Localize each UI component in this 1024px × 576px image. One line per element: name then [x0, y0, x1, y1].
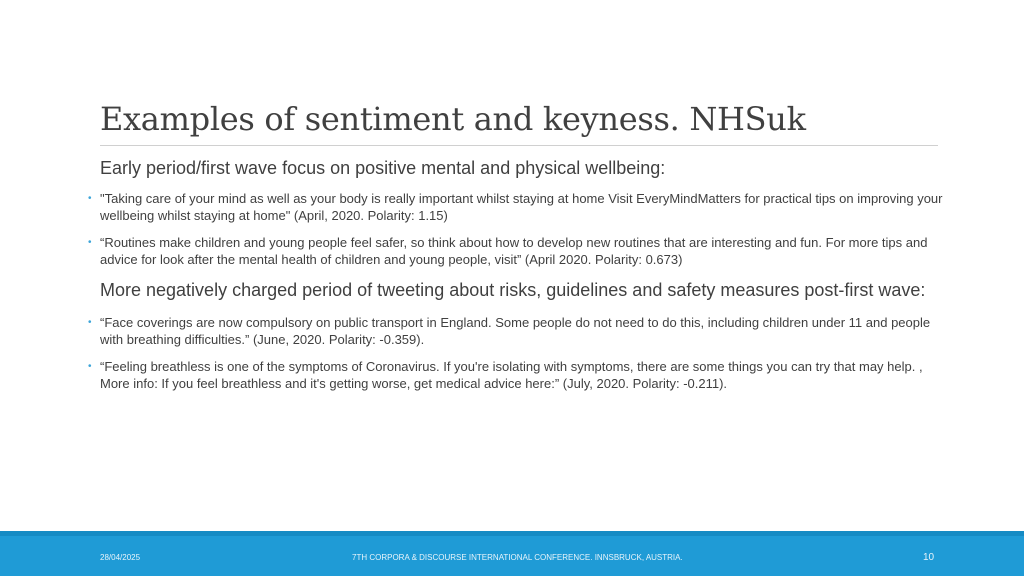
section2-heading: More negatively charged period of tweeting about risks, guidelines and safety measures post-first wave: [100, 280, 926, 300]
slide-number: 10 [923, 552, 935, 563]
slide-title: Examples of sentiment and keyness. NHSuk [100, 100, 806, 138]
section1-heading: Early period/first wave focus on positive mental and physical wellbeing: [100, 158, 666, 178]
bullet-dot-icon: • [88, 237, 92, 248]
section2-bullet-2 [86, 358, 944, 392]
footer-date: 28/04/2025 [100, 553, 141, 562]
section2-bullet-1 [86, 314, 944, 348]
bullet-dot-icon: • [88, 361, 92, 372]
footer-band-edge [0, 531, 1024, 536]
bullet-dot-icon: • [88, 193, 92, 204]
bullet-text: “Face coverings are now compulsory on public transport in England. Some people do not need to do this, including children under 11 and people with breathing difficulties.” (June, 2020. Polarity: -0.359). [100, 315, 931, 347]
bullet-text: “Feeling breathless is one of the symptoms of Coronavirus. If you're isolating with symptoms, there are some things you can try that may help. , More info: If you feel breathless and it's getting worse, get medical advice here:” (July, 2020. Polarity: -0.211). [100, 359, 923, 391]
bullet-dot-icon: • [88, 317, 92, 328]
slide-content [86, 156, 944, 402]
title-divider [100, 145, 938, 146]
bullet-text: “Routines make children and young people feel safer, so think about how to develop new routines that are interesting and fun. For more tips and advice for look after the mental health of children and young people, visit” (April 2020. Polarity: 0.673) [100, 235, 928, 267]
section1-bullet-1 [86, 190, 944, 224]
footer-conference: 7TH CORPORA & DISCOURSE INTERNATIONAL CONFERENCE. INNSBRUCK, AUSTRIA. [352, 553, 683, 562]
section1-bullet-2 [86, 234, 944, 268]
bullet-text: "Taking care of your mind as well as your body is really important whilst staying at home Visit EveryMindMatters for practical tips on improving your wellbeing whilst staying at home" (April, 2020. Polarity: 1.15) [100, 191, 943, 223]
